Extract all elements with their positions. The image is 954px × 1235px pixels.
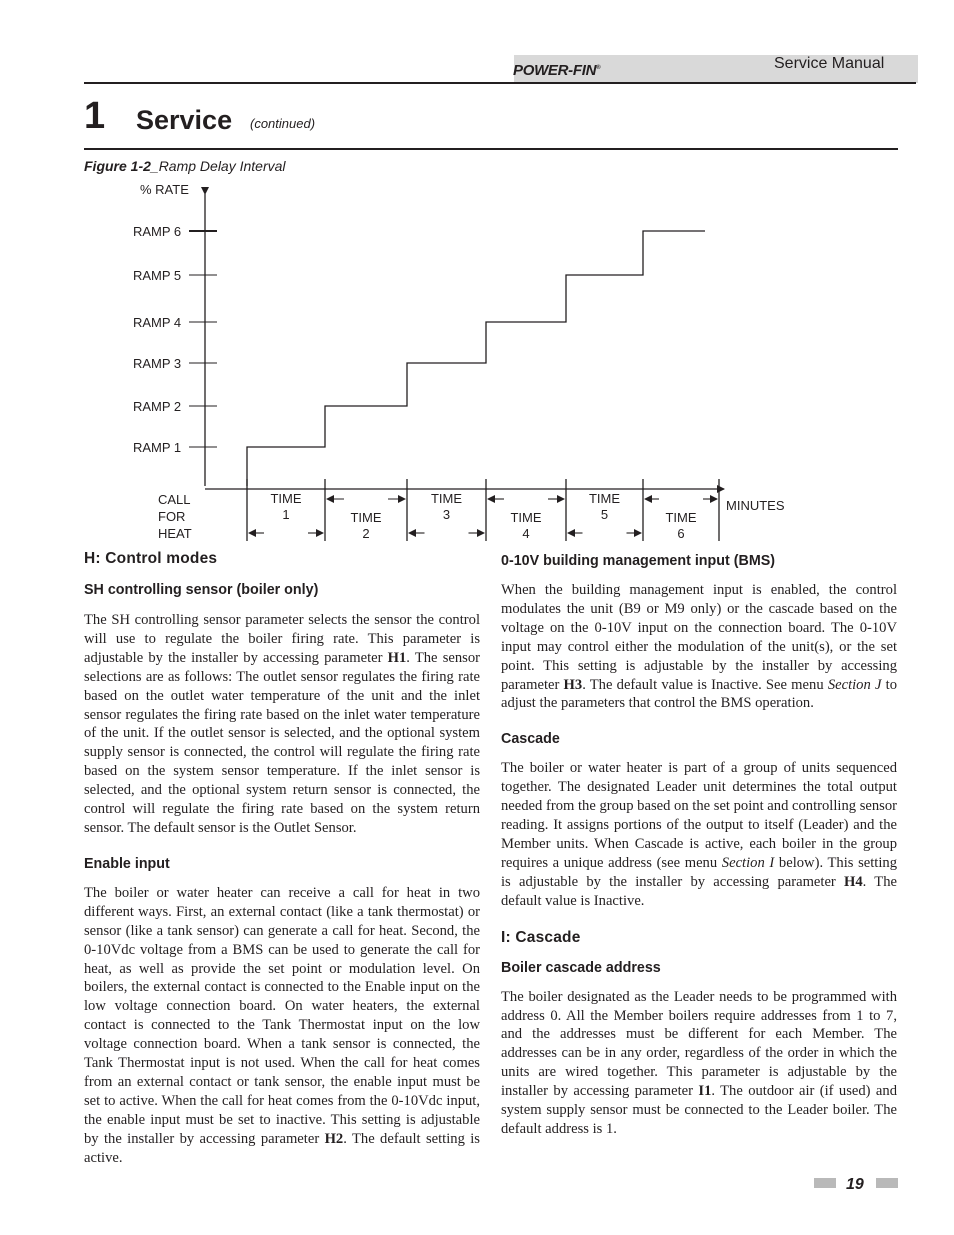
interval-label-4: TIME xyxy=(510,510,542,525)
header-rule xyxy=(84,82,916,84)
ramp-label-6: RAMP 6 xyxy=(133,224,182,239)
heading-i-cascade: I: Cascade xyxy=(501,928,581,946)
interval-label-5: TIME xyxy=(588,491,621,506)
paragraph-bms-input: When the building management input is enabled, the control modulates the unit (B9 or M9 only) or the cascade based on the voltage on the 0-10V input on the connection board. The 0-10V input may control either the modulation of the unit(s), or the set point. This setting is adjustable by the installer by accessing parameter H3. The default value is Inactive. See menu Section J to adjust the parameters that control the BMS operation. xyxy=(501,582,897,712)
ramp-delay-chart xyxy=(120,176,800,546)
ramp-step-line xyxy=(247,231,705,486)
ramp-label-4: RAMP 4 xyxy=(133,315,182,330)
interval-number-5: 5 xyxy=(600,507,609,522)
call-for-heat-label-2: FOR xyxy=(158,509,186,524)
page-bar-right xyxy=(876,1178,898,1188)
interval-number-3: 3 xyxy=(442,507,451,522)
page-bar-left xyxy=(814,1178,836,1188)
interval-number-4: 4 xyxy=(522,526,530,541)
heading-enable-input: Enable input xyxy=(84,855,170,872)
interval-label-3: TIME xyxy=(430,491,463,506)
interval-number-6: 6 xyxy=(677,526,685,541)
heading-boiler-cascade-address: Boiler cascade address xyxy=(501,959,661,976)
heading-sh-controlling-sensor: SH controlling sensor (boiler only) xyxy=(84,582,319,598)
call-for-heat-label-1: CALL xyxy=(158,492,191,507)
ramp-label-2: RAMP 2 xyxy=(133,399,182,414)
ramp-label-1: RAMP 1 xyxy=(133,440,182,455)
doc-type-label: Service Manual xyxy=(774,55,885,72)
paragraph-sh-sensor: The SH controlling sensor parameter selects the sensor the control will use to regulate the boiler firing rate. This parameter is adjustable by the installer by accessing parameter H1. The sensor selections are as follows: The outlet sensor regulates the firing rate based on the outlet water temperature of the unit and the inlet sensor regulates the firing rate based on the inlet water temperature of the unit. If the outlet sensor is selected, and the optional system supply sensor is connected, the control will regulate the firing rate based on the system sensor temperature. If the inlet sensor is selected, and the optional system return sensor is connected, the control will regulate the firing rate based on the system return sensor. The default sensor is the Outlet Sensor. xyxy=(84,612,480,836)
interval-number-1: 1 xyxy=(282,507,290,522)
heading-cascade: Cascade xyxy=(501,731,560,748)
section-number: 1 xyxy=(84,95,106,137)
paragraph-cascade-address: The boiler designated as the Leader needs to be programmed with address 0. All the Member boilers require addresses from 1 to 7, and the addresses must be different for each Member. The addresses can be in any order, regardless of the order in which the units are wired together. This parameter is adjustable by the installer by accessing parameter I1. The outdoor air (if used) and system supply sensor must be connected to the Leader boiler. The default address is 1. xyxy=(501,988,897,1137)
y-axis-label: % RATE xyxy=(140,182,189,197)
left-column xyxy=(84,550,480,1167)
section-rule xyxy=(84,148,898,150)
brand-logo xyxy=(513,62,600,79)
page-number: 19 xyxy=(846,1176,864,1193)
call-for-heat-label-3: HEAT xyxy=(158,526,192,541)
section-continued: (continued) xyxy=(250,116,316,131)
paragraph-enable-input: The boiler or water heater can receive a call for heat in two different ways. First, an external contact (like a tank thermostat) or sensor (like a tank sensor) can generate a call for heat. Second, the 0-10Vdc voltage from a BMS can be used to generate the call for heat, as well as provide the set point or modulation level. On boilers, the external contact is connected to the Enable input on the low voltage connection board. On water heaters, the external contact is connected to the Tank Thermostat input on the low voltage connection board. When a tank sensor is connected, the Tank Thermostat input is not used. When the call for heat comes from an external contact or tank sensor, the enable input must be set to active. When the call for heat comes from the 0-10Vdc input, the enable input must be set to inactive. This setting is adjustable by the installer by accessing parameter H2. The default setting is active. xyxy=(84,884,480,1166)
figure-caption xyxy=(84,158,286,174)
right-column xyxy=(501,553,897,1139)
interval-label-2: TIME xyxy=(350,510,382,525)
heading-h-control-modes: H: Control modes xyxy=(84,550,218,567)
brand-name: POWER-FIN xyxy=(513,62,597,79)
ramp-label-3: RAMP 3 xyxy=(133,356,182,371)
section-title: Service xyxy=(136,105,233,135)
paragraph-cascade: The boiler or water heater is part of a group of units sequenced together. The designated Leader unit determines the total output needed from the group based on the set point and controlling sensor reading. It assigns portions of the output to itself (Leader) and the Member units. When Cascade is active, each boiler in the group requires a unique address (see menu Section I below). This setting is adjustable by the installer by accessing parameter H4. The default value is Inactive. xyxy=(501,760,897,909)
interval-number-2: 2 xyxy=(362,526,370,541)
ramp-label-5: RAMP 5 xyxy=(133,268,182,283)
heading-bms-input: 0-10V building management input (BMS) xyxy=(501,553,776,569)
interval-label-6: TIME xyxy=(665,510,697,525)
x-axis-label: MINUTES xyxy=(726,498,785,513)
brand-mark: ® xyxy=(596,65,601,71)
interval-label-1: TIME xyxy=(270,491,302,506)
figure-caption-text: _Ramp Delay Interval xyxy=(150,158,286,174)
figure-label: Figure 1-2 xyxy=(84,158,151,174)
